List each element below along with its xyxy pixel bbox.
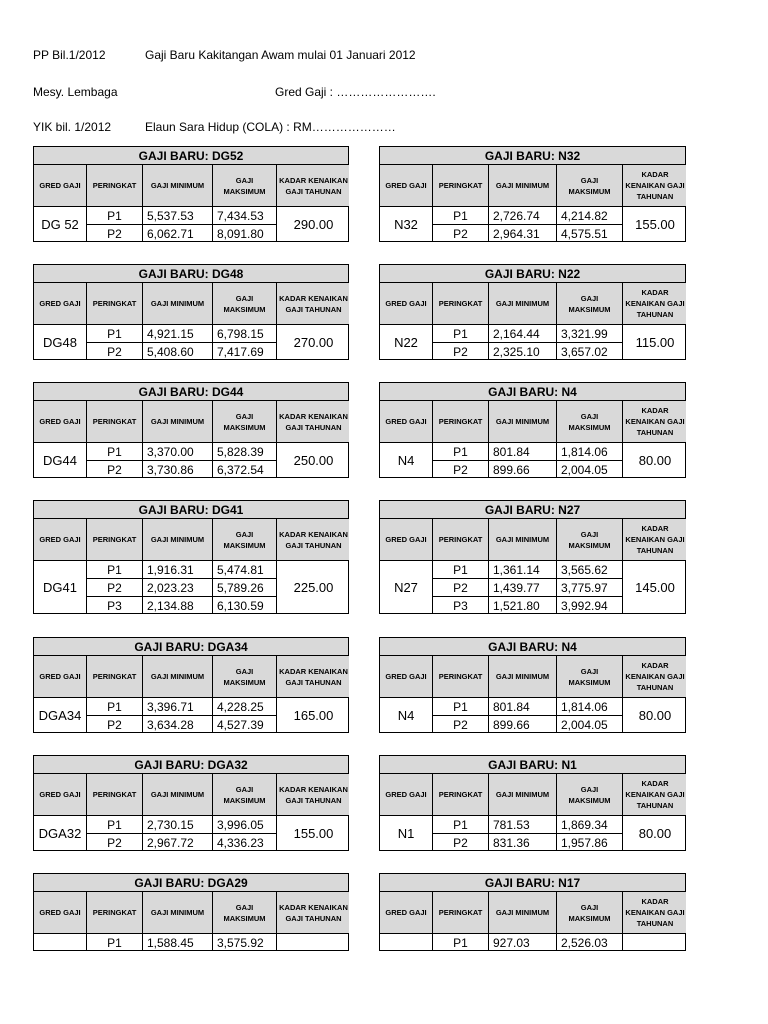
table-title: GAJI BARU: DGA34: [33, 637, 349, 655]
column-header-gaji-maksimum: GAJI MAKSIMUM: [213, 892, 277, 934]
maximum-salary-cell: 2,004.05: [557, 716, 623, 733]
maximum-salary-cell: 3,575.92: [213, 934, 277, 951]
column-header-gred: GRED GAJI: [34, 165, 87, 207]
maximum-salary-cell: 5,474.81: [213, 561, 277, 579]
table-title: GAJI BARU: DG48: [33, 264, 349, 282]
column-header-peringkat: PERINGKAT: [433, 892, 489, 934]
minimum-salary-cell: 831.36: [489, 834, 557, 851]
level-cell: P2: [433, 716, 489, 733]
column-header-peringkat: PERINGKAT: [433, 656, 489, 698]
minimum-salary-cell: 2,023.23: [143, 579, 213, 597]
minimum-salary-cell: 6,062.71: [143, 225, 213, 242]
annual-increment-cell: [623, 934, 686, 951]
level-cell: P1: [87, 698, 143, 716]
column-header-gaji-maksimum: GAJI MAKSIMUM: [557, 892, 623, 934]
column-header-gred: GRED GAJI: [380, 401, 433, 443]
minimum-salary-cell: 899.66: [489, 716, 557, 733]
table-title: GAJI BARU: DGA29: [33, 873, 349, 891]
minimum-salary-cell: 2,325.10: [489, 343, 557, 360]
annual-increment-cell: 80.00: [623, 443, 686, 478]
grade-cell: N4: [380, 698, 433, 733]
maximum-salary-cell: 4,336.23: [213, 834, 277, 851]
minimum-salary-cell: 4,921.15: [143, 325, 213, 343]
column-header-gred: GRED GAJI: [380, 892, 433, 934]
level-cell: P2: [433, 834, 489, 851]
level-cell: P1: [433, 443, 489, 461]
column-header-kadar: KADAR KENAIKAN GAJI TAHUNAN: [623, 774, 686, 816]
column-header-gaji-maksimum: GAJI MAKSIMUM: [213, 283, 277, 325]
maximum-salary-cell: 4,527.39: [213, 716, 277, 733]
grade-cell: DG 52: [34, 207, 87, 242]
table-body: [379, 773, 686, 851]
level-cell: P2: [87, 716, 143, 733]
table-body: [33, 773, 349, 851]
maximum-salary-cell: 4,228.25: [213, 698, 277, 716]
minimum-salary-cell: 1,361.14: [489, 561, 557, 579]
maximum-salary-cell: 6,130.59: [213, 597, 277, 614]
table-title: GAJI BARU: N4: [379, 637, 686, 655]
maximum-salary-cell: 6,372.54: [213, 461, 277, 478]
grade-cell: N32: [380, 207, 433, 242]
maximum-salary-cell: 1,869.34: [557, 816, 623, 834]
annual-increment-cell: 115.00: [623, 325, 686, 360]
table-body: [379, 164, 686, 242]
table-title: GAJI BARU: N27: [379, 500, 686, 518]
minimum-salary-cell: 899.66: [489, 461, 557, 478]
column-header-peringkat: PERINGKAT: [433, 283, 489, 325]
column-header-gred: GRED GAJI: [34, 892, 87, 934]
annual-increment-cell: 250.00: [277, 443, 349, 478]
level-cell: P1: [433, 325, 489, 343]
minimum-salary-cell: 2,730.15: [143, 816, 213, 834]
gred-gaji-label: Gred Gaji : …………………….: [275, 85, 436, 99]
column-header-gaji-minimum: GAJI MINIMUM: [143, 656, 213, 698]
cola-label: Elaun Sara Hidup (COLA) : RM…………………: [145, 120, 396, 134]
maximum-salary-cell: 3,996.05: [213, 816, 277, 834]
column-header-gred: GRED GAJI: [380, 519, 433, 561]
pp-title: Gaji Baru Kakitangan Awam mulai 01 Januari 2012: [145, 48, 416, 62]
column-header-gaji-maksimum: GAJI MAKSIMUM: [213, 519, 277, 561]
column-header-peringkat: PERINGKAT: [87, 774, 143, 816]
grade-cell: DGA34: [34, 698, 87, 733]
level-cell: P3: [87, 597, 143, 614]
maximum-salary-cell: 8,091.80: [213, 225, 277, 242]
column-header-gaji-minimum: GAJI MINIMUM: [489, 774, 557, 816]
pp-reference: PP Bil.1/2012: [33, 48, 106, 62]
level-cell: P1: [87, 561, 143, 579]
column-header-gaji-minimum: GAJI MINIMUM: [143, 401, 213, 443]
level-cell: P1: [433, 561, 489, 579]
maximum-salary-cell: 3,565.62: [557, 561, 623, 579]
column-header-kadar: KADAR KENAIKAN GAJI TAHUNAN: [623, 519, 686, 561]
level-cell: P1: [87, 934, 143, 951]
level-cell: P2: [87, 834, 143, 851]
salary-table: [379, 637, 686, 733]
table-body: [379, 518, 686, 614]
minimum-salary-cell: 3,396.71: [143, 698, 213, 716]
table-body: [33, 655, 349, 733]
level-cell: P2: [87, 225, 143, 242]
grade-cell: N22: [380, 325, 433, 360]
column-header-kadar: KADAR KENAIKAN GAJI TAHUNAN: [623, 656, 686, 698]
minimum-salary-cell: 1,439.77: [489, 579, 557, 597]
column-header-gred: GRED GAJI: [380, 774, 433, 816]
column-header-gaji-maksimum: GAJI MAKSIMUM: [557, 283, 623, 325]
minimum-salary-cell: 2,726.74: [489, 207, 557, 225]
grade-cell: DG44: [34, 443, 87, 478]
maximum-salary-cell: 4,575.51: [557, 225, 623, 242]
level-cell: P2: [87, 579, 143, 597]
column-header-gaji-maksimum: GAJI MAKSIMUM: [557, 165, 623, 207]
salary-table: [379, 382, 686, 478]
column-header-gred: GRED GAJI: [34, 519, 87, 561]
column-header-peringkat: PERINGKAT: [87, 283, 143, 325]
level-cell: P2: [87, 461, 143, 478]
column-header-peringkat: PERINGKAT: [433, 519, 489, 561]
grade-cell: DGA32: [34, 816, 87, 851]
column-header-kadar: KADAR KENAIKAN GAJI TAHUNAN: [623, 401, 686, 443]
annual-increment-cell: 270.00: [277, 325, 349, 360]
minimum-salary-cell: 3,730.86: [143, 461, 213, 478]
minimum-salary-cell: 927.03: [489, 934, 557, 951]
column-header-peringkat: PERINGKAT: [87, 892, 143, 934]
maximum-salary-cell: 1,814.06: [557, 443, 623, 461]
minimum-salary-cell: 2,134.88: [143, 597, 213, 614]
annual-increment-cell: 80.00: [623, 816, 686, 851]
minimum-salary-cell: 3,634.28: [143, 716, 213, 733]
level-cell: P2: [433, 225, 489, 242]
column-header-gred: GRED GAJI: [380, 283, 433, 325]
grade-cell: [34, 934, 87, 951]
minimum-salary-cell: 1,588.45: [143, 934, 213, 951]
column-header-gaji-minimum: GAJI MINIMUM: [489, 283, 557, 325]
minimum-salary-cell: 2,164.44: [489, 325, 557, 343]
maximum-salary-cell: 5,789.26: [213, 579, 277, 597]
grade-cell: N4: [380, 443, 433, 478]
table-title: GAJI BARU: DGA32: [33, 755, 349, 773]
column-header-gaji-minimum: GAJI MINIMUM: [489, 401, 557, 443]
column-header-kadar: KADAR KENAIKAN GAJI TAHUNAN: [277, 165, 349, 207]
level-cell: P3: [433, 597, 489, 614]
maximum-salary-cell: 5,828.39: [213, 443, 277, 461]
level-cell: P1: [433, 207, 489, 225]
salary-table: [33, 146, 349, 242]
column-header-gaji-maksimum: GAJI MAKSIMUM: [213, 774, 277, 816]
grade-cell: DG48: [34, 325, 87, 360]
salary-table: [33, 637, 349, 733]
column-header-gaji-minimum: GAJI MINIMUM: [489, 656, 557, 698]
level-cell: P1: [87, 207, 143, 225]
salary-table: [33, 755, 349, 851]
column-header-gred: GRED GAJI: [34, 656, 87, 698]
level-cell: P2: [433, 343, 489, 360]
table-title: GAJI BARU: N22: [379, 264, 686, 282]
column-header-gaji-minimum: GAJI MINIMUM: [143, 892, 213, 934]
grade-cell: N1: [380, 816, 433, 851]
table-body: [379, 400, 686, 478]
table-title: GAJI BARU: N4: [379, 382, 686, 400]
annual-increment-cell: 145.00: [623, 561, 686, 614]
column-header-gred: GRED GAJI: [380, 165, 433, 207]
column-header-gaji-maksimum: GAJI MAKSIMUM: [213, 656, 277, 698]
salary-table: [379, 500, 686, 614]
column-header-gaji-maksimum: GAJI MAKSIMUM: [213, 401, 277, 443]
annual-increment-cell: 290.00: [277, 207, 349, 242]
salary-table: [379, 146, 686, 242]
maximum-salary-cell: 2,526.03: [557, 934, 623, 951]
table-body: [379, 655, 686, 733]
salary-table: [33, 264, 349, 360]
column-header-kadar: KADAR KENAIKAN GAJI TAHUNAN: [277, 892, 349, 934]
column-header-kadar: KADAR KENAIKAN GAJI TAHUNAN: [277, 656, 349, 698]
level-cell: P2: [87, 343, 143, 360]
minimum-salary-cell: 2,967.72: [143, 834, 213, 851]
level-cell: P1: [433, 816, 489, 834]
column-header-gred: GRED GAJI: [34, 401, 87, 443]
maximum-salary-cell: 6,798.15: [213, 325, 277, 343]
maximum-salary-cell: 7,417.69: [213, 343, 277, 360]
maximum-salary-cell: 3,992.94: [557, 597, 623, 614]
minimum-salary-cell: 2,964.31: [489, 225, 557, 242]
column-header-gaji-minimum: GAJI MINIMUM: [143, 165, 213, 207]
minimum-salary-cell: 801.84: [489, 698, 557, 716]
column-header-gred: GRED GAJI: [34, 283, 87, 325]
table-title: GAJI BARU: DG44: [33, 382, 349, 400]
minimum-salary-cell: 3,370.00: [143, 443, 213, 461]
salary-table: [379, 264, 686, 360]
column-header-kadar: KADAR KENAIKAN GAJI TAHUNAN: [277, 519, 349, 561]
maximum-salary-cell: 7,434.53: [213, 207, 277, 225]
table-title: GAJI BARU: DG41: [33, 500, 349, 518]
column-header-kadar: KADAR KENAIKAN GAJI TAHUNAN: [277, 401, 349, 443]
table-title: GAJI BARU: N1: [379, 755, 686, 773]
table-body: [33, 282, 349, 360]
column-header-gaji-maksimum: GAJI MAKSIMUM: [557, 656, 623, 698]
column-header-gaji-maksimum: GAJI MAKSIMUM: [213, 165, 277, 207]
minimum-salary-cell: 1,521.80: [489, 597, 557, 614]
column-header-gred: GRED GAJI: [380, 656, 433, 698]
column-header-gaji-minimum: GAJI MINIMUM: [489, 519, 557, 561]
level-cell: P1: [433, 698, 489, 716]
minimum-salary-cell: 801.84: [489, 443, 557, 461]
maximum-salary-cell: 3,775.97: [557, 579, 623, 597]
salary-table: [379, 873, 686, 951]
column-header-gaji-minimum: GAJI MINIMUM: [489, 892, 557, 934]
annual-increment-cell: 225.00: [277, 561, 349, 614]
table-title: GAJI BARU: N17: [379, 873, 686, 891]
level-cell: P2: [433, 461, 489, 478]
maximum-salary-cell: 3,657.02: [557, 343, 623, 360]
annual-increment-cell: 80.00: [623, 698, 686, 733]
column-header-gaji-minimum: GAJI MINIMUM: [143, 519, 213, 561]
column-header-peringkat: PERINGKAT: [87, 519, 143, 561]
salary-table: [33, 873, 349, 951]
column-header-gred: GRED GAJI: [34, 774, 87, 816]
table-body: [379, 282, 686, 360]
table-body: [33, 164, 349, 242]
level-cell: P1: [87, 443, 143, 461]
level-cell: P2: [433, 579, 489, 597]
maximum-salary-cell: 4,214.82: [557, 207, 623, 225]
table-body: [379, 891, 686, 951]
minimum-salary-cell: 5,537.53: [143, 207, 213, 225]
salary-table: [379, 755, 686, 851]
column-header-peringkat: PERINGKAT: [433, 165, 489, 207]
level-cell: P1: [87, 325, 143, 343]
maximum-salary-cell: 2,004.05: [557, 461, 623, 478]
table-body: [33, 518, 349, 614]
column-header-gaji-minimum: GAJI MINIMUM: [143, 283, 213, 325]
maximum-salary-cell: 1,814.06: [557, 698, 623, 716]
annual-increment-cell: 155.00: [277, 816, 349, 851]
column-header-gaji-maksimum: GAJI MAKSIMUM: [557, 774, 623, 816]
maximum-salary-cell: 3,321.99: [557, 325, 623, 343]
grade-cell: DG41: [34, 561, 87, 614]
column-header-peringkat: PERINGKAT: [433, 401, 489, 443]
salary-table: [33, 382, 349, 478]
annual-increment-cell: [277, 934, 349, 951]
minimum-salary-cell: 5,408.60: [143, 343, 213, 360]
column-header-gaji-maksimum: GAJI MAKSIMUM: [557, 401, 623, 443]
column-header-kadar: KADAR KENAIKAN GAJI TAHUNAN: [277, 283, 349, 325]
maximum-salary-cell: 1,957.86: [557, 834, 623, 851]
level-cell: P1: [87, 816, 143, 834]
table-body: [33, 891, 349, 951]
column-header-peringkat: PERINGKAT: [87, 401, 143, 443]
annual-increment-cell: 155.00: [623, 207, 686, 242]
minimum-salary-cell: 1,916.31: [143, 561, 213, 579]
column-header-kadar: KADAR KENAIKAN GAJI TAHUNAN: [623, 892, 686, 934]
grade-cell: [380, 934, 433, 951]
meeting-label: Mesy. Lembaga: [33, 85, 118, 99]
column-header-peringkat: PERINGKAT: [87, 165, 143, 207]
column-header-kadar: KADAR KENAIKAN GAJI TAHUNAN: [623, 283, 686, 325]
level-cell: P1: [433, 934, 489, 951]
grade-cell: N27: [380, 561, 433, 614]
minimum-salary-cell: 781.53: [489, 816, 557, 834]
column-header-kadar: KADAR KENAIKAN GAJI TAHUNAN: [623, 165, 686, 207]
table-title: GAJI BARU: N32: [379, 146, 686, 164]
column-header-gaji-minimum: GAJI MINIMUM: [489, 165, 557, 207]
table-body: [33, 400, 349, 478]
yik-reference: YIK bil. 1/2012: [33, 120, 112, 134]
column-header-gaji-minimum: GAJI MINIMUM: [143, 774, 213, 816]
annual-increment-cell: 165.00: [277, 698, 349, 733]
column-header-peringkat: PERINGKAT: [433, 774, 489, 816]
column-header-peringkat: PERINGKAT: [87, 656, 143, 698]
column-header-gaji-maksimum: GAJI MAKSIMUM: [557, 519, 623, 561]
column-header-kadar: KADAR KENAIKAN GAJI TAHUNAN: [277, 774, 349, 816]
salary-table: [33, 500, 349, 614]
table-title: GAJI BARU: DG52: [33, 146, 349, 164]
